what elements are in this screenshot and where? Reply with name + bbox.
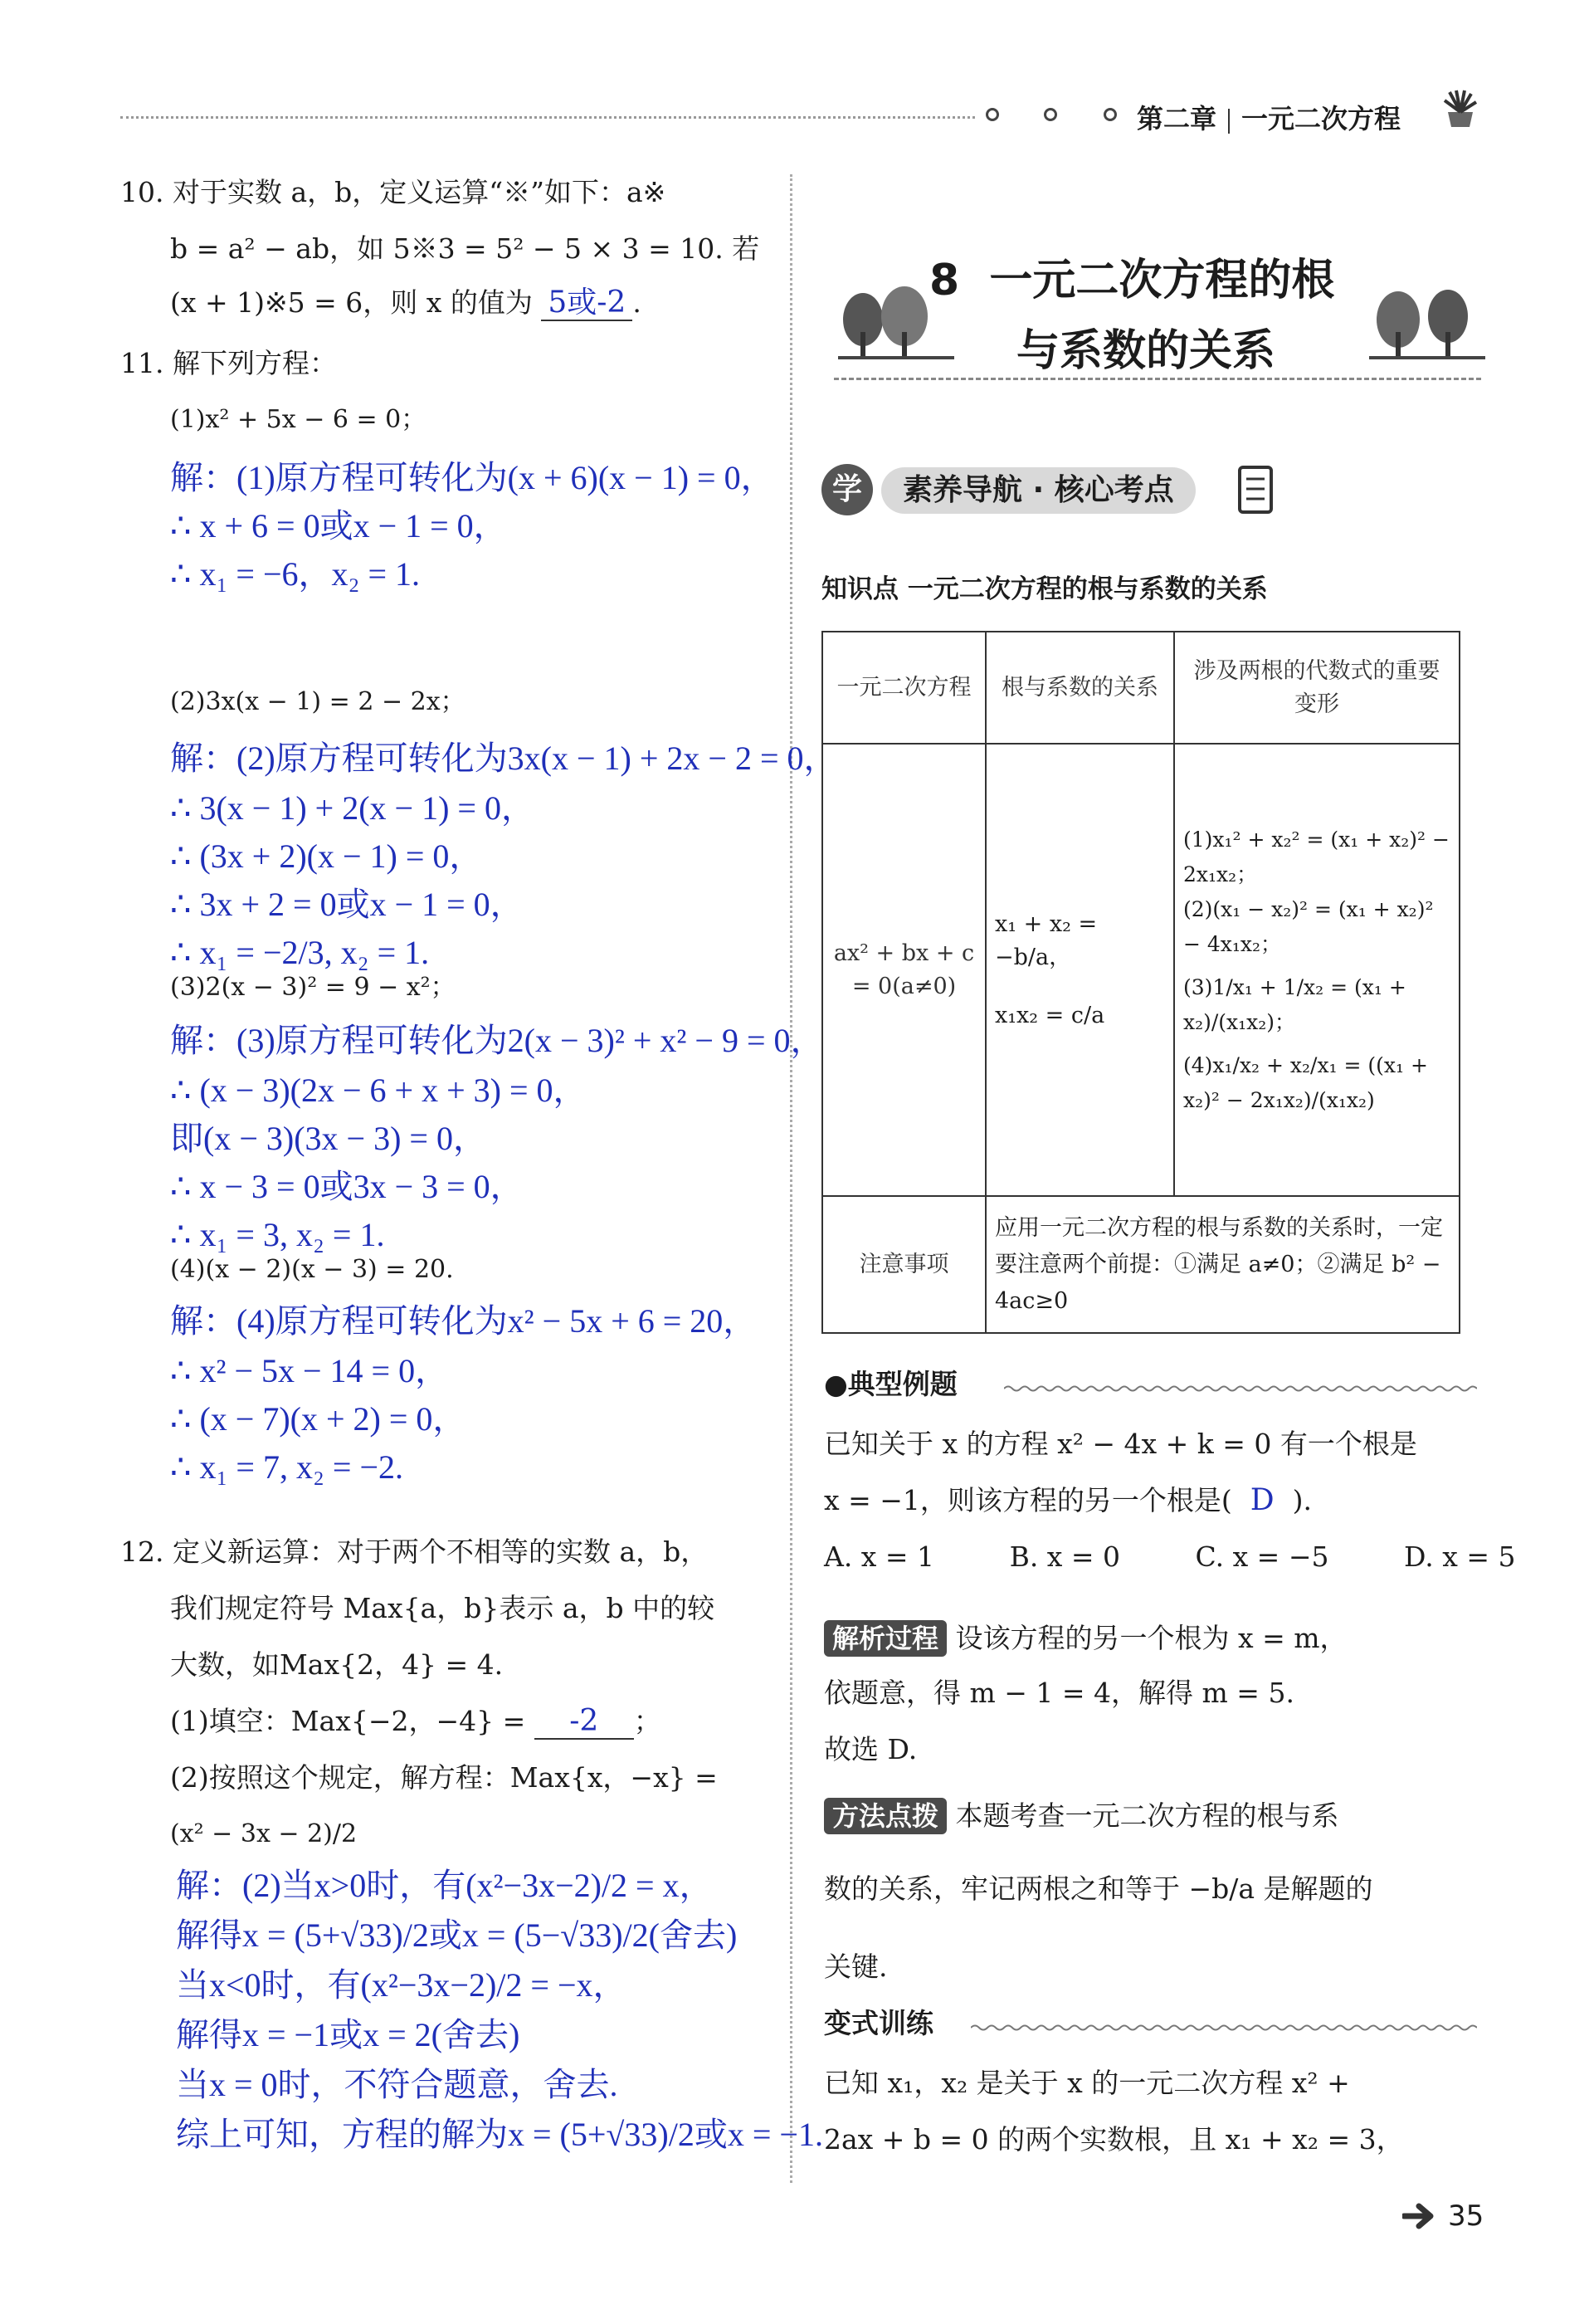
q12-sol-line2: 解得x = (5+√33)/2或x = (5−√33)/2(舍去): [176, 1916, 738, 1954]
section-title-line1: [929, 245, 1334, 307]
q11-part4: (4)(x − 2)(x − 3) = 20.: [170, 1255, 454, 1284]
arrow-right-icon: [1402, 2201, 1439, 2231]
q11-sol1-line2: ∴ x + 6 = 0或x − 1 = 0，: [170, 507, 507, 544]
q12-line6: (x² − 3x − 2)/2: [170, 1819, 358, 1848]
q12-sol-line1: 解：(2)当x>0时，有(x²−3x−2)/2 = x，: [176, 1867, 713, 1904]
q12-line2: 我们规定符号 Max{a，b}表示 a，b 中的较: [170, 1592, 715, 1624]
column-divider: [790, 174, 792, 2183]
method-line3: 关键.: [824, 1950, 888, 1983]
transform-2: (2)(x₁ − x₂)² = (x₁ + x₂)² − 4x₁x₂；: [1183, 896, 1434, 956]
q10-period: .: [632, 286, 641, 319]
q11-sol3-line2: ∴ (x − 3)(2x − 6 + x + 3) = 0，: [170, 1072, 587, 1109]
core-points-band: [821, 461, 1253, 520]
chapter-label: 第二章: [1137, 103, 1217, 134]
option-a: A. x = 1: [824, 1540, 935, 1573]
variant-line2: 2ax + b = 0 的两个实数根，且 x₁ + x₂ = 3，: [824, 2123, 1404, 2156]
q11-sol1-line3: ∴ x₁ = −6，x₂ = 1.: [170, 555, 421, 593]
example-answer: D: [1250, 1483, 1275, 1517]
analysis-tag: 解析过程: [824, 1620, 947, 1657]
page-number: 35: [1448, 2200, 1484, 2233]
section-title-line2: 与系数的关系: [1016, 326, 1276, 376]
q12-line5: (2)按照这个规定，解方程：Max{x，−x} =: [170, 1761, 718, 1794]
variant-line1: 已知 x₁，x₂ 是关于 x 的一元二次方程 x² +: [824, 2067, 1350, 2099]
q12-line1: 12. 定义新运算：对于两个不相等的实数 a，b，: [120, 1536, 709, 1568]
method-line1: [824, 1798, 1339, 1834]
variant-wave-rule: [971, 2024, 1477, 2032]
knowledge-point-title: 知识点 一元二次方程的根与系数的关系: [821, 574, 1268, 604]
section-number: 8: [929, 256, 960, 305]
analysis-line3: 故选 D.: [824, 1733, 918, 1765]
q11-sol4-line4: ∴ x₁ = 7, x₂ = −2.: [170, 1448, 404, 1486]
q10-line2: b = a² − ab，如 5※3 = 5² − 5 × 3 = 10. 若: [170, 232, 760, 265]
method-line2: 数的关系，牢记两根之和等于 −b/a 是解题的: [824, 1872, 1373, 1905]
transform-4: (4)x₁/x₂ + x₂/x₁ = ((x₁ + x₂)² − 2x₁x₂)/(x₁x₂): [1183, 1052, 1428, 1112]
table-cell-relation: [986, 744, 1174, 1196]
q10-line1: 10. 对于实数 a，b，定义运算“※”如下：a※: [120, 176, 666, 208]
q10-answer-blank: [541, 286, 632, 321]
q12-answer-blank: [534, 1705, 634, 1740]
q11-sol3-line4: ∴ x − 3 = 0或3x − 3 = 0，: [170, 1168, 524, 1205]
product-of-roots: x₁x₂ = c/a: [995, 1002, 1105, 1028]
example-line1: 已知关于 x 的方程 x² − 4x + k = 0 有一个根是: [824, 1428, 1417, 1460]
header-dot-icon: [1044, 108, 1057, 121]
variant-title: 变式训练: [824, 2007, 933, 2039]
q11-sol4-line1: 解：(4)原方程可转化为x² − 5x + 6 = 20，: [170, 1302, 757, 1340]
q11-title: 11. 解下列方程：: [120, 347, 337, 379]
table-cell-equation: ax² + bx + c = 0(a≠0): [822, 744, 986, 1196]
q12-sol-line6: 综上可知，方程的解为x = (5+√33)/2或x = −1.: [176, 2116, 823, 2153]
method-tag: 方法点拨: [824, 1798, 947, 1834]
sum-of-roots: x₁ + x₂ = −b/a，: [995, 911, 1098, 970]
study-badge: 学: [821, 464, 873, 515]
q11-part2: (2)3x(x − 1) = 2 − 2x；: [170, 687, 465, 716]
table-header-equation: 一元二次方程: [822, 632, 986, 744]
example-options: [824, 1540, 1515, 1574]
q12-line4: [170, 1705, 661, 1740]
q11-sol4-line3: ∴ (x − 7)(x + 2) = 0，: [170, 1400, 466, 1438]
q11-sol4-line2: ∴ x² − 5x − 14 = 0，: [170, 1352, 449, 1389]
analysis-line2: 依题意，得 m − 1 = 4，解得 m = 5.: [824, 1677, 1294, 1709]
section-title-1: 一元二次方程的根: [989, 256, 1335, 305]
q11-sol2-line5: ∴ x₁ = −2/3, x₂ = 1.: [170, 934, 430, 971]
q12-line3: 大数，如Max{2，4} = 4.: [170, 1648, 504, 1681]
q11-part3: (3)2(x − 3)² = 9 − x²；: [170, 973, 456, 1002]
q12-sol-line4: 解得x = −1或x = 2(舍去): [176, 2016, 520, 2053]
q11-sol2-line1: 解：(2)原方程可转化为3x(x − 1) + 2x − 2 = 0，: [170, 740, 837, 777]
table-note-header: 注意事项: [822, 1196, 986, 1333]
q11-sol2-line3: ∴ (3x + 2)(x − 1) = 0，: [170, 837, 483, 875]
table-note: 应用一元二次方程的根与系数的关系时，一定要注意两个前提：①满足 a≠0；②满足 b² − 4ac≥0: [986, 1196, 1460, 1333]
q10-line3: [170, 286, 641, 321]
q12-semicolon: ；: [633, 1705, 661, 1737]
tree-decoration-icon: [1365, 286, 1489, 361]
analysis-line1: [824, 1620, 1348, 1657]
example-line2-end: ).: [1292, 1484, 1313, 1516]
q12-sol-line3: 当x<0时，有(x²−3x−2)/2 = −x，: [176, 1966, 626, 2004]
knowledge-table: [821, 631, 1460, 1334]
q11-sol2-line4: ∴ 3x + 2 = 0或x − 1 = 0，: [170, 886, 524, 923]
example-line2: [824, 1484, 1312, 1517]
q11-sol2-line2: ∴ 3(x − 1) + 2(x − 1) = 0，: [170, 789, 534, 827]
analysis-text-1: 设该方程的另一个根为 x = m，: [955, 1622, 1348, 1654]
option-c: C. x = −5: [1195, 1540, 1329, 1573]
example-title: ●典型例题: [824, 1368, 958, 1400]
header-dot-icon: [986, 108, 999, 121]
q11-sol3-line1: 解：(3)原方程可转化为2(x − 3)² + x² − 9 = 0，: [170, 1022, 824, 1059]
example-line2-text: x = −1，则该方程的另一个根是(: [824, 1484, 1232, 1516]
q11-sol1-line1: 解：(1)原方程可转化为(x + 6)(x − 1) = 0，: [170, 459, 774, 496]
transform-3: (3)1/x₁ + 1/x₂ = (x₁ + x₂)/(x₁x₂)；: [1183, 974, 1406, 1034]
q10-answer: 5或-2: [548, 286, 626, 320]
chapter-header: [1137, 98, 1401, 136]
method-text-1: 本题考查一元二次方程的根与系: [955, 1799, 1339, 1832]
q12-sol-line5: 当x = 0时，不符合题意，舍去.: [176, 2066, 618, 2103]
table-header-transform: 涉及两根的代数式的重要变形: [1174, 632, 1460, 744]
option-b: B. x = 0: [1009, 1540, 1121, 1573]
q11-sol3-line3: 即(x − 3)(3x − 3) = 0，: [170, 1120, 486, 1157]
table-cell-transforms: [1174, 744, 1460, 1196]
q11-part1: (1)x² + 5x − 6 = 0；: [170, 405, 426, 434]
chapter-title: 一元二次方程: [1241, 103, 1401, 134]
header-dotted-rule: [120, 116, 975, 119]
q12-fill-text: (1)填空：Max{−2，−4} =: [170, 1705, 526, 1737]
table-header-relation: 根与系数的关系: [986, 632, 1174, 744]
option-d: D. x = 5: [1403, 1540, 1516, 1573]
plant-icon: [1440, 87, 1481, 129]
q11-sol3-line5: ∴ x₁ = 3, x₂ = 1.: [170, 1216, 385, 1253]
band-label: 素养导航 · 核心考点: [881, 467, 1196, 514]
section-title-rule: [834, 378, 1481, 380]
q12-answer: -2: [569, 1704, 599, 1738]
example-wave-rule: [1004, 1384, 1477, 1393]
q10-line3-text: (x + 1)※5 = 6，则 x 的值为: [170, 286, 533, 319]
header-dot-icon: [1104, 108, 1117, 121]
notebook-icon: [1236, 464, 1275, 515]
transform-1: (1)x₁² + x₂² = (x₁ + x₂)² − 2x₁x₂；: [1183, 827, 1450, 886]
